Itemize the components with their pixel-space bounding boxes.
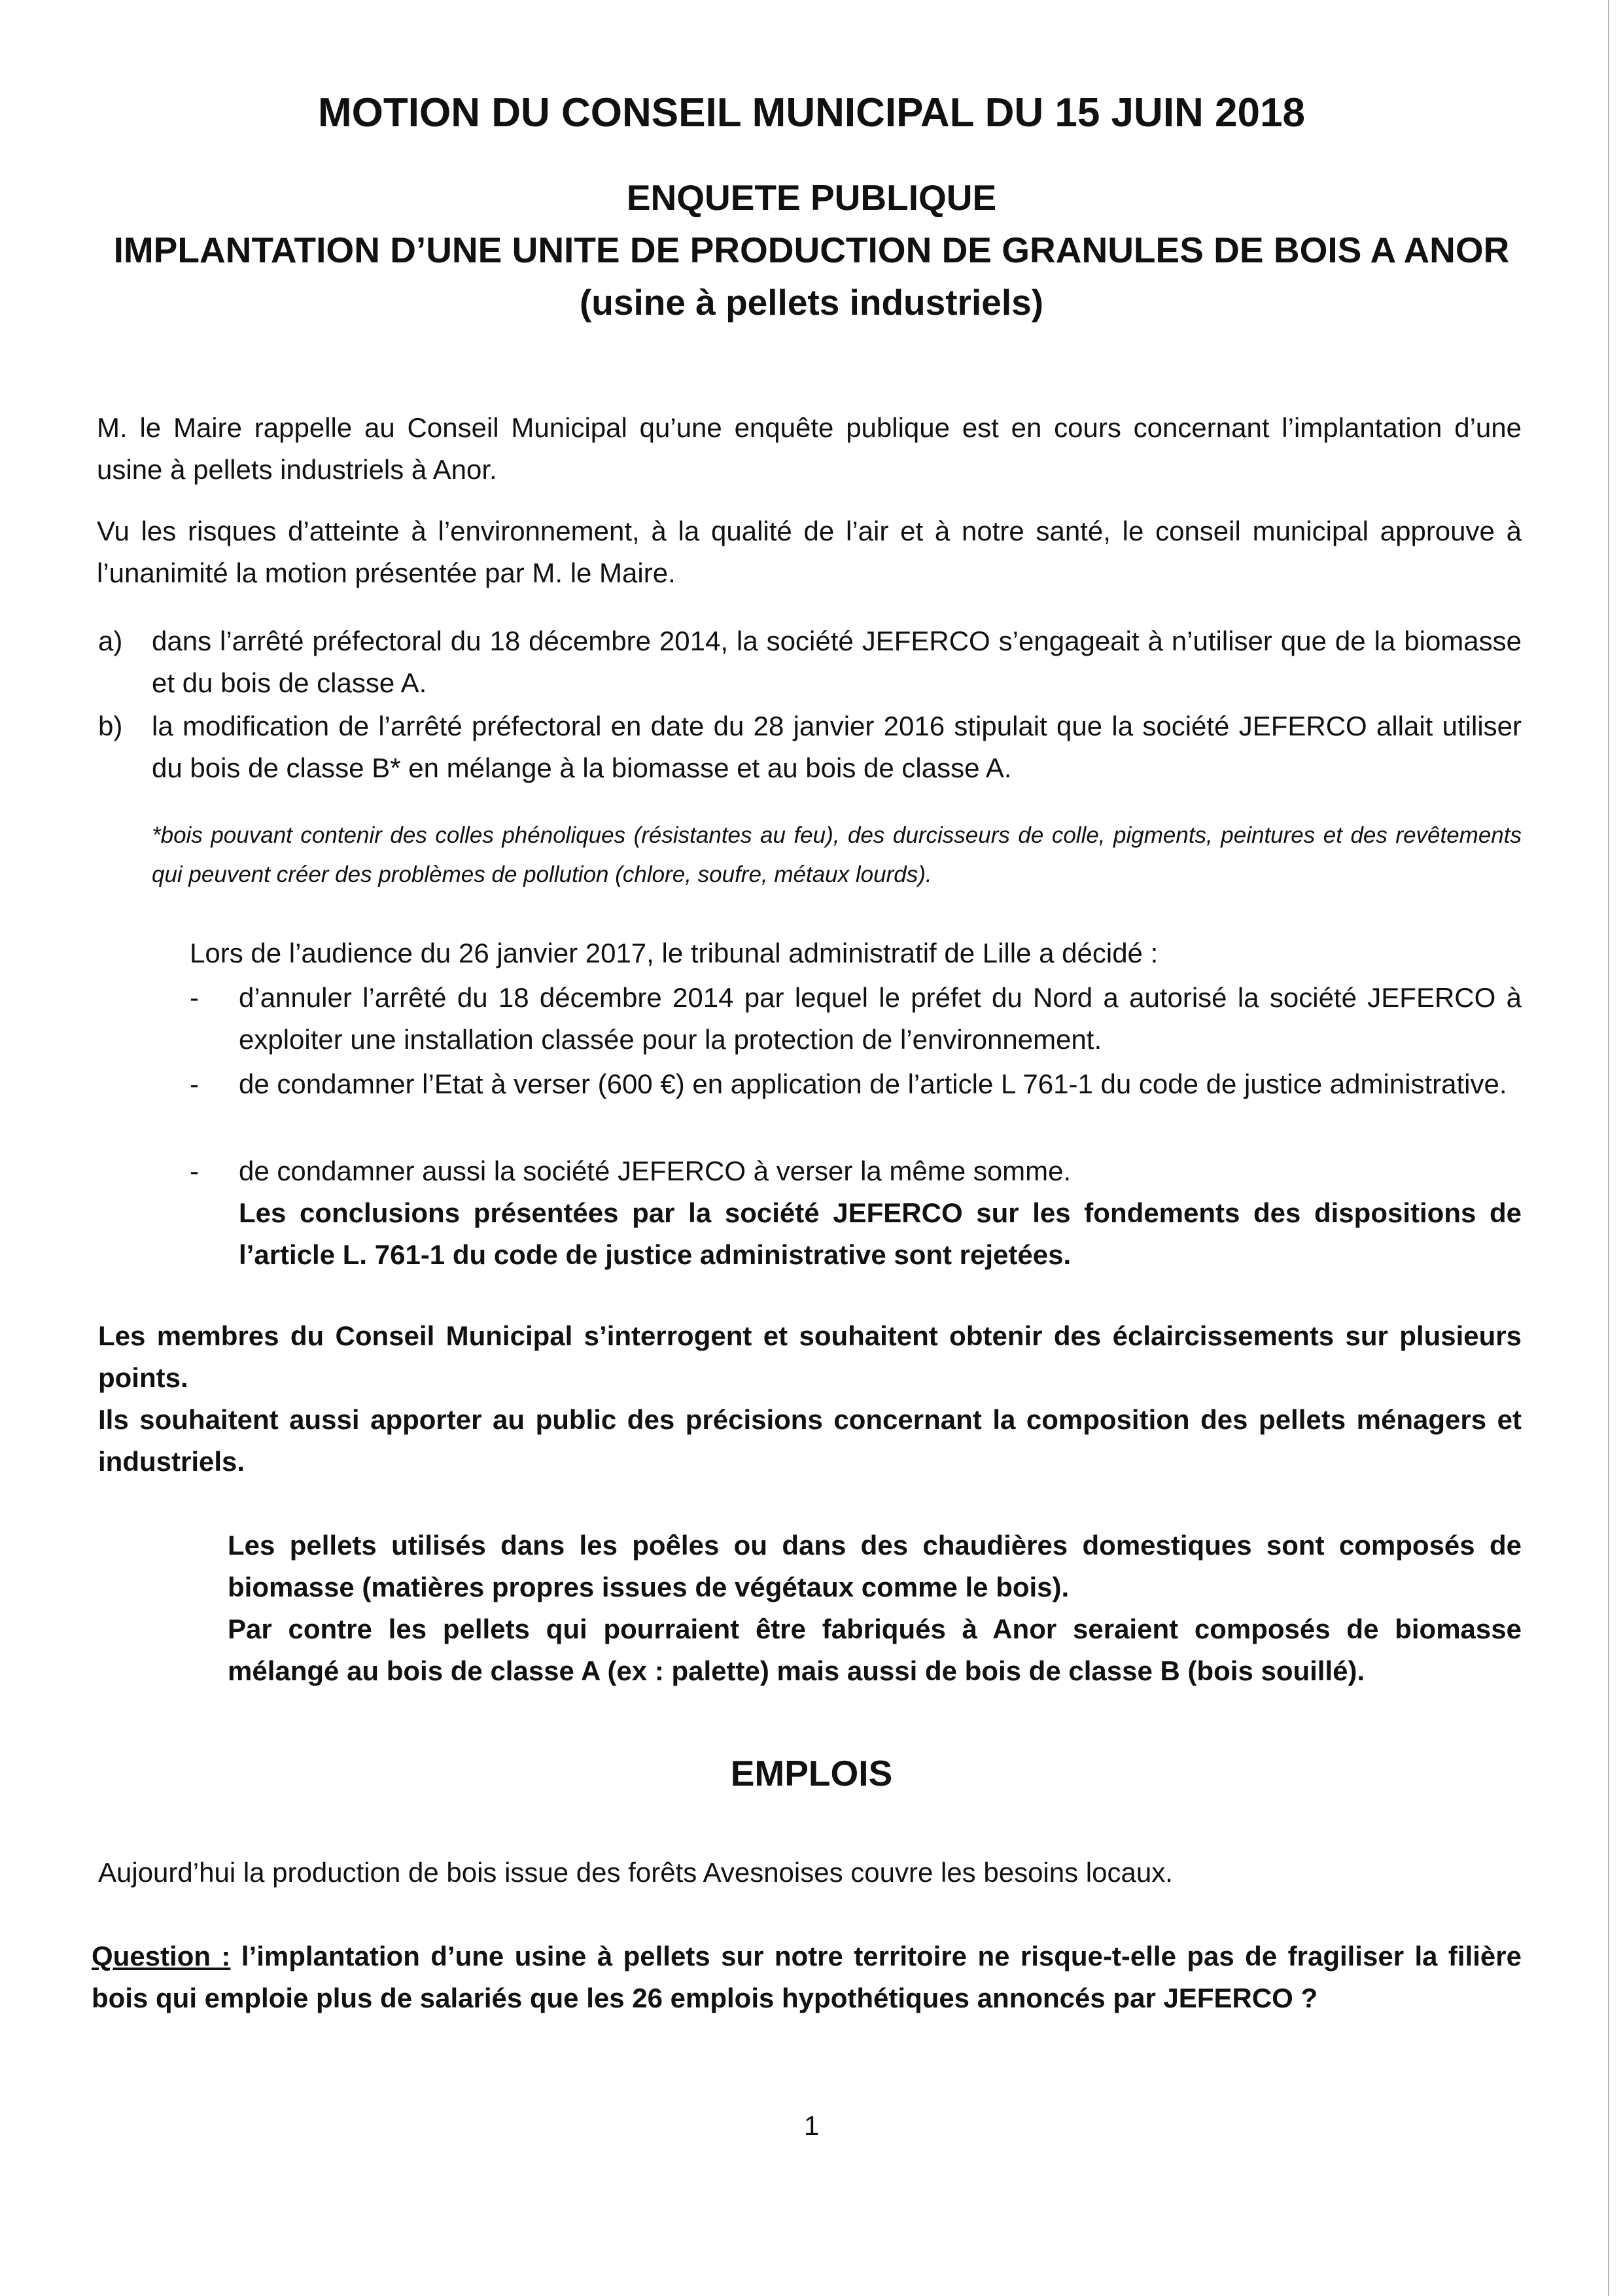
pellets-paragraph-1: Les pellets utilisés dans les poêles ou dans des chaudières domestiques sont composés de biomasse (matières propres issues de végétaux comme le bois). (228, 1530, 1522, 1602)
emplois-paragraph: Aujourd’hui la production de bois issue des forêts Avesnoises couvre les besoins locaux. (98, 1857, 1173, 1888)
intro-paragraph-1: M. le Maire rappelle au Conseil Municipal qu’une enquête publique est en cours concernant l’implantation d’une usine à pellets industriels à Anor. (97, 412, 1522, 485)
list-marker-b: b) (98, 711, 123, 741)
document-subtitle (0, 171, 1623, 328)
pellets-paragraph-2: Par contre les pellets qui pourraient être fabriqués à Anor seraient composés de biomasse mélangé au bois de classe A (ex : palette) mais aussi de bois de classe B (bois souillé). (228, 1614, 1522, 1686)
document-title: MOTION DU CONSEIL MUNICIPAL DU 15 JUIN 2018 (318, 90, 1305, 135)
members-paragraph-2: Ils souhaitent aussi apporter au public des précisions concernant la composition des pellets ménagers et industriels. (98, 1404, 1522, 1477)
list-marker-a: a) (98, 626, 123, 656)
list-item-b: la modification de l’arrêté préfectoral en date du 28 janvier 2016 stipulait que la société JEFERCO allait utiliser du bois de classe B* en mélange à la biomasse et au bois de classe A. (152, 711, 1522, 783)
subtitle-line-3: (usine à pellets industriels) (579, 282, 1044, 323)
dash-marker-1: - (190, 982, 199, 1013)
page-number: 1 (803, 2110, 820, 2141)
tribunal-intro: Lors de l’audience du 26 janvier 2017, le tribunal administratif de Lille a décidé : (190, 938, 1159, 968)
section-heading-emplois: EMPLOIS (730, 1753, 893, 1793)
intro-paragraph-2: Vu les risques d’atteinte à l’environnement, à la qualité de l’air et à notre santé, le conseil municipal approuve à l’unanimité la motion présentée par M. le Maire. (97, 516, 1522, 588)
tribunal-conclusion: Les conclusions présentées par la société JEFERCO sur les fondements des dispositions de l’article L. 761-1 du code de justice administrative sont rejetées. (239, 1197, 1522, 1270)
subtitle-line-1: ENQUETE PUBLIQUE (626, 177, 997, 218)
question-paragraph (92, 1935, 1522, 2019)
tribunal-item-2: de condamner l’Etat à verser (600 €) en application de l’article L 761-1 du code de justice administrative. (239, 1069, 1507, 1099)
question-label: Question : (92, 1941, 231, 1971)
tribunal-item-3: de condamner aussi la société JEFERCO à verser la même somme. (239, 1156, 1072, 1186)
scan-edge-line (1608, 0, 1609, 2296)
tribunal-item-1: d’annuler l’arrêté du 18 décembre 2014 par lequel le préfet du Nord a autorisé la société JEFERCO à exploiter une installation classée pour la protection de l’environnement. (239, 982, 1522, 1055)
list-item-a: dans l’arrêté préfectoral du 18 décembre 2014, la société JEFERCO s’engageait à n’utiliser que de la biomasse et du bois de classe A. (152, 626, 1522, 698)
footnote: *bois pouvant contenir des colles phénoliques (résistantes au feu), des durcisseurs de colle, pigments, peintures et des revêtements qui peuvent créer des problèmes de pollution (chlore, soufre, métaux lourds). (152, 822, 1522, 887)
members-paragraph-1: Les membres du Conseil Municipal s’interrogent et souhaitent obtenir des éclaircissements sur plusieurs points. (98, 1320, 1522, 1393)
subtitle-line-2: IMPLANTATION D’UNE UNITE DE PRODUCTION DE GRANULES DE BOIS A ANOR (113, 230, 1510, 270)
dash-marker-3: - (190, 1156, 199, 1186)
dash-marker-2: - (190, 1069, 199, 1099)
question-text: l’implantation d’une usine à pellets sur notre territoire ne risque-t-elle pas de fragiliser la filière bois qui emploie plus de salariés que les 26 emplois hypothétiques annoncés par JEFERCO ? (92, 1941, 1522, 2013)
